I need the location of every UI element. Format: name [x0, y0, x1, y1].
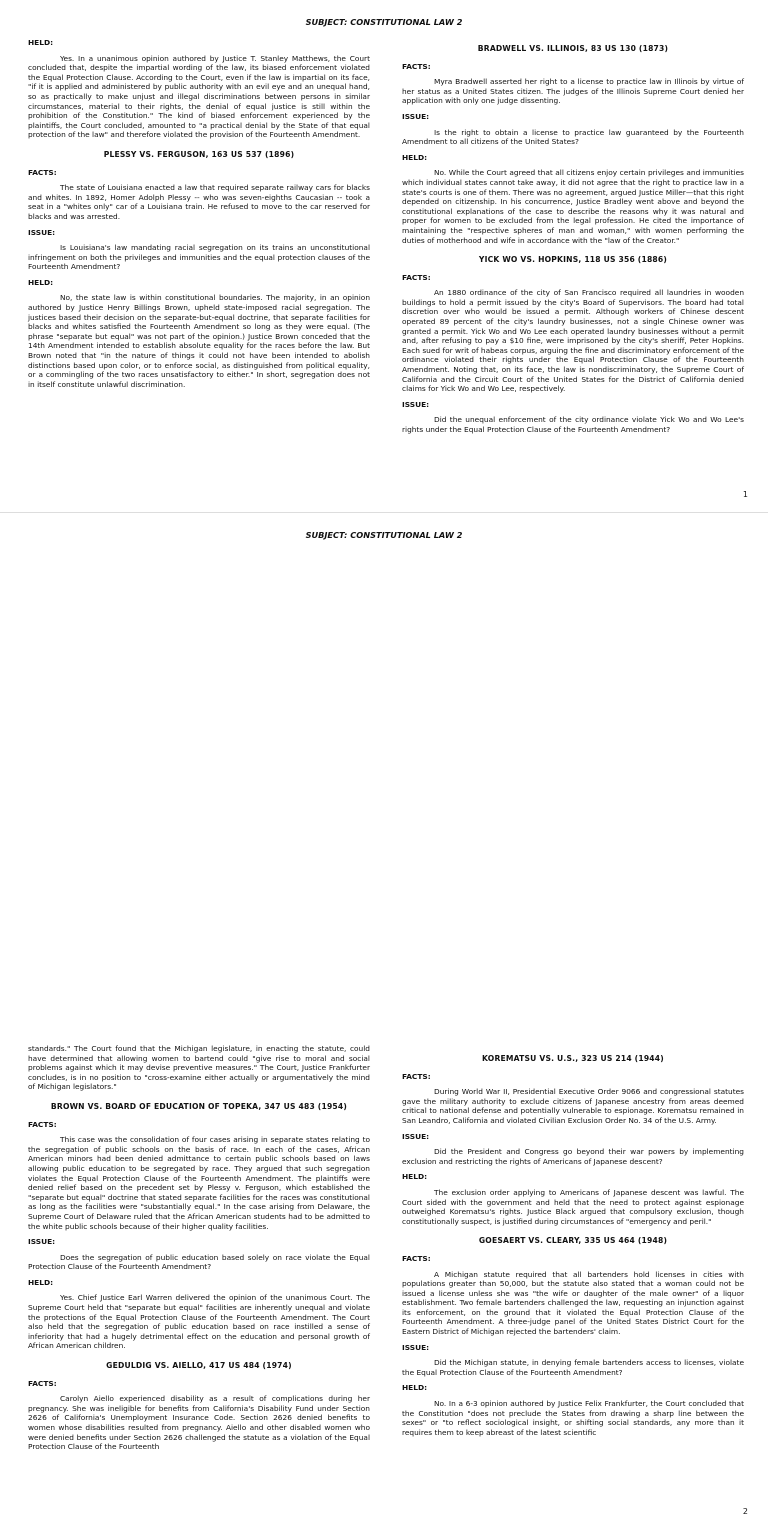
section-label: HELD: [402, 1172, 428, 1182]
paragraph: No, the state law is within constitutional boundaries. The majority, in an opinion authored by Justice Henry Billings Brown, upheld state-imposed racial segregation. The justices based their decision on the separate-but-equal doctrine, that separate facilities for blacks and whites satisfied the Fourteenth Amendment so long as they were equal. (The phrase "separate but equal" was not part of the opinion.) Justice Brown conceded that the 14th Amendment intended to establish absolute equality for the races before the law. But Brown noted that "in the nature of things it could not have been intended to abolish distinctions based upon color, or to enforce social, as distinguished from political equality, or a commingling of the two races unsatisfactory to either." In short, segregation does not in itself constitute unlawful discrimination. [28, 293, 370, 389]
case-title: GEDULDIG VS. AIELLO, 417 US 484 (1974) [106, 1361, 292, 1371]
section-label: FACTS: [402, 61, 431, 71]
right-column [402, 1044, 744, 1443]
section-label: FACTS: [402, 1253, 431, 1263]
section-label: FACTS: [402, 272, 431, 282]
section-label: FACTS: [28, 167, 57, 177]
page-2 [0, 512, 768, 1516]
paragraph: Does the segregation of public education based solely on race violate the Equal Protection Clause of the Fourteenth Amendment? [28, 1252, 370, 1272]
left-column [28, 1044, 370, 1458]
paragraph: Is Louisiana's law mandating racial segregation on its trains an unconstitutional infringement on both the privileges and immunities and the equal protection clauses of the Fourteenth Amendment? [28, 243, 370, 272]
paragraph: Did the President and Congress go beyond their war powers by implementing exclusion and restricting the rights of Americans of Japanese descent? [402, 1147, 744, 1166]
section-label: HELD: [28, 1277, 54, 1287]
paragraph: Did the Michigan statute, in denying female bartenders access to licenses, violate the Equal Protection Clause of the Fourteenth Amendment? [402, 1358, 744, 1377]
section-label: HELD: [402, 1383, 428, 1393]
paragraph: Yes. Chief Justice Earl Warren delivered the opinion of the unanimous Court. The Supreme Court held that "separate but equal" facilities are inherently unequal and violate the protections of the Equal Protection Clause of the Fourteenth Amendment. The Court also held that the segregation of public education based on race instilled a sense of inferiority that had a hugely detrimental effect on the education and personal growth of African American children. [28, 1293, 370, 1351]
page-number: 1 [742, 490, 748, 499]
paragraph: This case was the consolidation of four cases arising in separate states relating to the segregation of public schools on the basis of race. In each of the cases, African American minors had been denied admittance to certain public schools based on laws allowing public education to be segregated by race. They argued that such segregation violates the Equal Protection Clause of the Fourteenth Amendment. The plaintiffs were denied relief based on the precedent set by Plessy v. Ferguson, which established the "separate but equal" doctrine that stated separate facilities for the races was constitutional as long as the facilities were "substantially equal." In the case arising from Delaware, the Supreme Court of Delaware ruled that the African American students had to be admitted to the white public schools because of their higher quality facilities. [28, 1135, 370, 1231]
section-label: ISSUE: [402, 1342, 430, 1352]
paragraph: The exclusion order applying to Americans of Japanese descent was lawful. The Court sided with the government and held that the need to protect against espionage outweighed Korematsu's rights. Justice Black argued that compulsory exclusion, though constitutionally suspect, is justified during circumstances of "emergency and peril." [402, 1187, 744, 1226]
paragraph: No. In a 6-3 opinion authored by Justice Felix Frankfurter, the Court concluded that the Constitution "does not preclude the States from drawing a sharp line between the sexes" or "to reflect sociological insight, or shifting social standards, any more than it requires them to keep abreast of the latest scientific [402, 1399, 744, 1437]
right-column [402, 34, 744, 441]
section-label: ISSUE: [402, 399, 430, 409]
section-label: ISSUE: [402, 111, 430, 121]
case-title: BROWN VS. BOARD OF EDUCATION OF TOPEKA, 347 US 483 (1954) [50, 1101, 348, 1111]
section-label: HELD: [402, 152, 428, 162]
page-number: 2 [742, 1507, 748, 1516]
paragraph: The state of Louisiana enacted a law that required separate railway cars for blacks and whites. In 1892, Homer Adolph Plessy -- who was seven-eighths Caucasian -- took a seat in a "whites only" car of a Louisiana train. He refused to move to the car reserved for blacks and was arrested. [28, 183, 370, 221]
section-label: FACTS: [402, 1071, 431, 1081]
paragraph: Carolyn Aiello experienced disability as a result of complications during her pregnancy. She was ineligible for benefits from California's Disability Fund under Section 2626 of California's Unemployment Insurance Code. Section 2626 denied benefits to women whose disabilities resulted from pregnancy. Aiello and other disabled women who were denied benefits under Section 2626 challenged the statute as a violation of the Equal Protection Clause of the Fourteenth [28, 1394, 370, 1452]
section-label: HELD: [28, 277, 54, 287]
page-header: SUBJECT: CONSTITUTIONAL LAW 2 [305, 530, 463, 540]
continued-paragraph: standards." The Court found that the Michigan legislature, in enacting the statute, could have determined that allowing women to bartend could "give rise to moral and social problems against which it may devise preventive measures." The Court, Justice Frankfurter concludes, is in no position to "cross-examine either actually or argumentatively the mind of Michigan legislators." [28, 1044, 370, 1092]
paragraph: A Michigan statute required that all bartenders hold licenses in cities with populations greater than 50,000, but the statute also stated that a woman could not be issued a license unless she was "the wife or daughter of the male owner" of a liquor establishment. Two female bartenders challenged the law, requesting an injunction against its enforcement, on the ground that it violated the Equal Protection Clause of the Fourteenth Amendment. A three-judge panel of the United States District Court for the Eastern District of Michigan rejected the bartenders' claim. [402, 1269, 744, 1337]
case-title: YICK WO VS. HOPKINS, 118 US 356 (1886) [478, 255, 668, 265]
paragraph: Myra Bradwell asserted her right to a license to practice law in Illinois by virtue of her status as a United States citizen. The judges of the Illinois Supreme Court denied her application with only one judge dissenting. [402, 77, 744, 106]
paragraph: Did the unequal enforcement of the city ordinance violate Yick Wo and Wo Lee's rights under the Equal Protection Clause of the Fourteenth Amendment? [402, 415, 744, 434]
page-header: SUBJECT: CONSTITUTIONAL LAW 2 [305, 17, 463, 27]
case-title: PLESSY VS. FERGUSON, 163 US 537 (1896) [103, 149, 295, 159]
paragraph: Is the right to obtain a license to practice law guaranteed by the Fourteenth Amendment to all citizens of the United States? [402, 127, 744, 147]
section-label: ISSUE: [402, 1131, 430, 1141]
paragraph: An 1880 ordinance of the city of San Francisco required all laundries in wooden buildings to hold a permit issued by the city's Board of Supervisors. The board had total discretion over who would be issued a permit. Although workers of Chinese descent operated 89 percent of the city's laundry businesses, not a single Chinese owner was granted a permit. Yick Wo and Wo Lee each operated laundry businesses without a permit and, after refusing to pay a $10 fine, were imprisoned by the city's sheriff, Peter Hopkins. Each sued for writ of habeas corpus, arguing the fine and discriminatory enforcement of the ordinance violated their rights under the Equal Protection Clause of the Fourteenth Amendment. Noting that, on its face, the law is nondiscriminatory, the Supreme Court of California and the Circuit Court of the United States for the District of California denied claims for Yick Wo and Wo Lee, respectively. [402, 288, 744, 394]
paragraph: Yes. In a unanimous opinion authored by Justice T. Stanley Matthews, the Court concluded that, despite the impartial wording of the law, its biased enforcement violated the Equal Protection Clause. According to the Court, even if the law is impartial on its face, "if it is applied and administered by public authority with an evil eye and an unequal hand, so as practically to make unjust and illegal discriminations between persons in similar circumstances, material to their rights, the denial of equal justice is still within the prohibition of the Constitution." The kind of biased enforcement experienced by the plaintiffs, the Court concluded, amounted to "a practical denial by the State of that equal protection of the law" and therefore violated the provision of the Fourteenth Amendment. [28, 53, 370, 140]
section-label: HELD: [28, 38, 54, 47]
paragraph: No. While the Court agreed that all citizens enjoy certain privileges and immunities which individual states cannot take away, it did not agree that the right to practice law in a state's courts is one of them. There was no agreement, argued Justice Miller—that this right depended on citizenship. In his concurrence, Justice Bradley went above and beyond the constitutional explanations of the case to describe the reasons why it was natural and proper for women to be excluded from the legal profession. He cited the importance of maintaining the "respective spheres of man and woman," with women performing the duties of motherhood and wife in accordance with the "law of the Creator." [402, 168, 744, 245]
section-label: FACTS: [28, 1378, 57, 1388]
left-column [28, 34, 370, 395]
paragraph: During World War II, Presidential Executive Order 9066 and congressional statutes gave the military authority to exclude citizens of Japanese ancestry from areas deemed critical to national defense and potentially vulnerable to espionage. Korematsu remained in San Leandro, California and violated Civilian Exclusion Order No. 34 of the U.S. Army. [402, 1087, 744, 1125]
section-label: ISSUE: [28, 1237, 56, 1247]
case-title: BRADWELL VS. ILLINOIS, 83 US 130 (1873) [477, 44, 669, 53]
case-title: GOESAERT VS. CLEARY, 335 US 464 (1948) [478, 1236, 668, 1246]
case-title: KOREMATSU VS. U.S., 323 US 214 (1944) [482, 1054, 664, 1063]
section-label: FACTS: [28, 1119, 57, 1129]
page-1 [0, 0, 768, 512]
section-label: ISSUE: [28, 227, 56, 237]
